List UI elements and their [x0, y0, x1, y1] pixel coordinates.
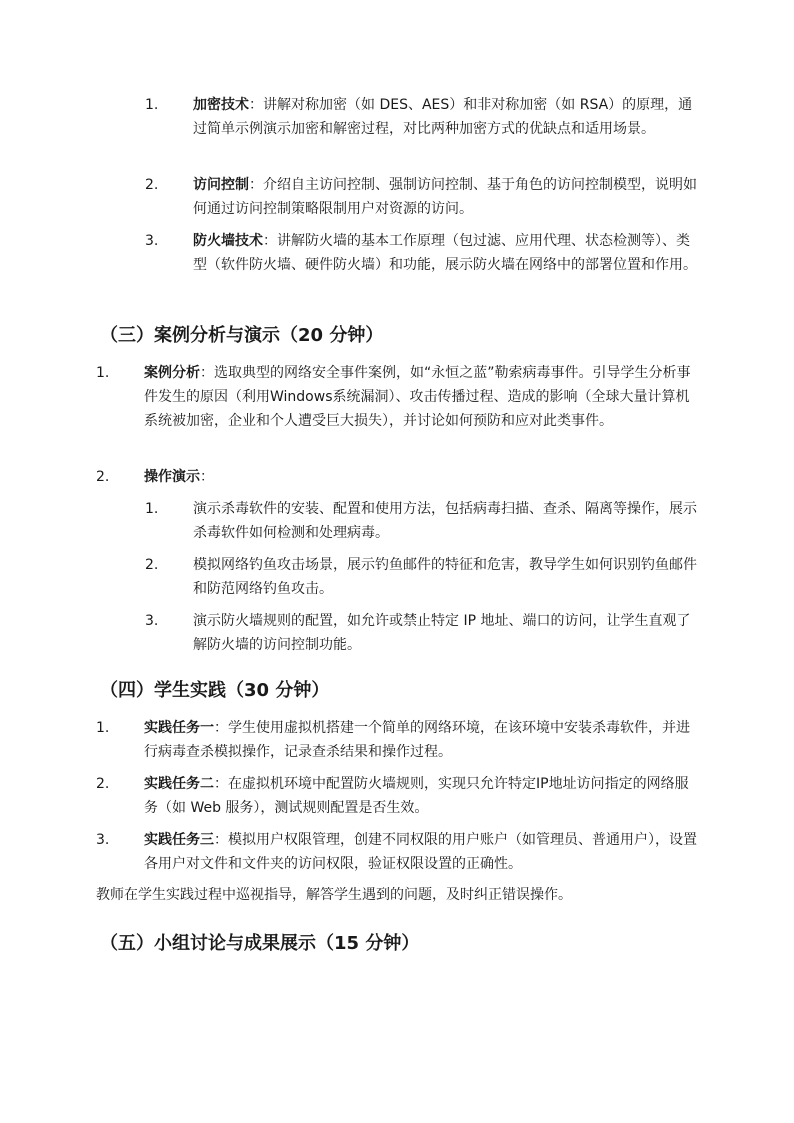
list-number: 1. — [96, 365, 110, 381]
sub-list-item-antivirus — [145, 497, 701, 545]
list-text: 演示杀毒软件的安装、配置和使用方法，包括病毒扫描、查杀、隔离等操作，展示杀毒软件如何检测和处理病毒。 — [193, 501, 697, 541]
list-number: 2. — [96, 776, 110, 792]
list-text: 学生使用虚拟机搭建一个简单的网络环境，在该环境中安装杀毒软件，并进行病毒查杀模拟操作，记录查杀结果和操作过程。 — [144, 720, 690, 760]
list-number: 3. — [145, 613, 159, 629]
list-item-practice-2: 2. 实践任务二：在虚拟机环境中配置防火墙规则，实现只允许特定IP地址访问指定的网络服务（如 Web 服务），测试规则配置是否生效。 — [96, 772, 702, 820]
list-term: 操作演示 — [144, 469, 200, 485]
list-item-firewall: 3. 防火墙技术：讲解防火墙的基本工作原理（包过滤、应用代理、状态检测等）、类型（软件防火墙、硬件防火墙）和功能，展示防火墙在网络中的部署位置和作用。 — [145, 229, 701, 277]
list-term: 访问控制 — [193, 177, 249, 193]
list-number: 1. — [145, 501, 159, 517]
list-number: 3. — [145, 233, 159, 249]
section-heading-group-discussion: （五）小组讨论与成果展示（15 分钟） — [100, 933, 420, 954]
list-item-case-analysis: 1. 案例分析：选取典型的网络安全事件案例，如“永恒之蓝”勒索病毒事件。引导学生分析事件发生的原因（利用Windows系统漏洞）、攻击传播过程、造成的影响（全球大量计算机系统被加密，企业和个人遭受巨大损失），并讨论如何预防和应对此类事件。 — [96, 361, 702, 433]
section-heading-student-practice: （四）学生实践（30 分钟） — [100, 680, 330, 701]
list-number: 3. — [96, 832, 110, 848]
list-number: 2. — [145, 557, 159, 573]
list-text: 模拟网络钓鱼攻击场景，展示钓鱼邮件的特征和危害，教导学生如何识别钓鱼邮件和防范网络钓鱼攻击。 — [193, 557, 697, 597]
list-text: 讲解防火墙的基本工作原理（包过滤、应用代理、状态检测等）、类型（软件防火墙、硬件防火墙）和功能，展示防火墙在网络中的部署位置和作用。 — [193, 233, 697, 273]
list-number: 2. — [145, 177, 159, 193]
list-term: 防火墙技术 — [193, 233, 263, 249]
list-item-practice-3: 3. 实践任务三：模拟用户权限管理，创建不同权限的用户账户（如管理员、普通用户），设置各用户对文件和文件夹的访问权限，验证权限设置的正确性。 — [96, 828, 702, 876]
list-item-encryption: 1. 加密技术：讲解对称加密（如 DES、AES）和非对称加密（如 RSA）的原理，通过简单示例演示加密和解密过程，对比两种加密方式的优缺点和适用场景。 — [145, 93, 701, 141]
sub-list-item-phishing — [145, 553, 701, 601]
list-term: 加密技术 — [193, 97, 249, 113]
list-text: 选取典型的网络安全事件案例，如“永恒之蓝”勒索病毒事件。引导学生分析事件发生的原因（利用Windows系统漏洞）、攻击传播过程、造成的影响（全球大量计算机系统被加密，企业和个人遭受巨大损失），并讨论如何预防和应对此类事件。 — [144, 365, 691, 429]
list-number: 2. — [96, 469, 110, 485]
list-item-access-control: 2. 访问控制：介绍自主访问控制、强制访问控制、基于角色的访问控制模型，说明如何通过访问控制策略限制用户对资源的访问。 — [145, 173, 701, 221]
list-term: 实践任务三 — [144, 832, 214, 848]
list-text: 演示防火墙规则的配置，如允许或禁止特定 IP 地址、端口的访问，让学生直观了解防火墙的访问控制功能。 — [193, 613, 691, 653]
section-heading-case-analysis: （三）案例分析与演示（20 分钟） — [100, 325, 384, 346]
list-term: 实践任务二 — [144, 776, 214, 792]
list-text: 介绍自主访问控制、强制访问控制、基于角色的访问控制模型，说明如何通过访问控制策略限制用户对资源的访问。 — [193, 177, 697, 217]
list-item-practice-1: 1. 实践任务一：学生使用虚拟机搭建一个简单的网络环境，在该环境中安装杀毒软件，并进行病毒查杀模拟操作，记录查杀结果和操作过程。 — [96, 716, 702, 764]
list-text: 在虚拟机环境中配置防火墙规则，实现只允许特定IP地址访问指定的网络服务（如 Web 服务），测试规则配置是否生效。 — [144, 776, 689, 816]
list-text: 讲解对称加密（如 DES、AES）和非对称加密（如 RSA）的原理，通过简单示例演示加密和解密过程，对比两种加密方式的优缺点和适用场景。 — [193, 97, 693, 137]
list-number: 1. — [145, 97, 159, 113]
list-term: 案例分析 — [144, 365, 200, 381]
list-number: 1. — [96, 720, 110, 736]
teacher-note: 教师在学生实践过程中巡视指导，解答学生遇到的问题，及时纠正错误操作。 — [96, 887, 572, 903]
sub-list-item-firewall-rules — [145, 609, 701, 657]
list-item-operation-demo: 2. 操作演示： — [96, 465, 702, 489]
list-term: 实践任务一 — [144, 720, 214, 736]
list-text: 模拟用户权限管理，创建不同权限的用户账户（如管理员、普通用户），设置各用户对文件和文件夹的访问权限，验证权限设置的正确性。 — [144, 832, 697, 872]
